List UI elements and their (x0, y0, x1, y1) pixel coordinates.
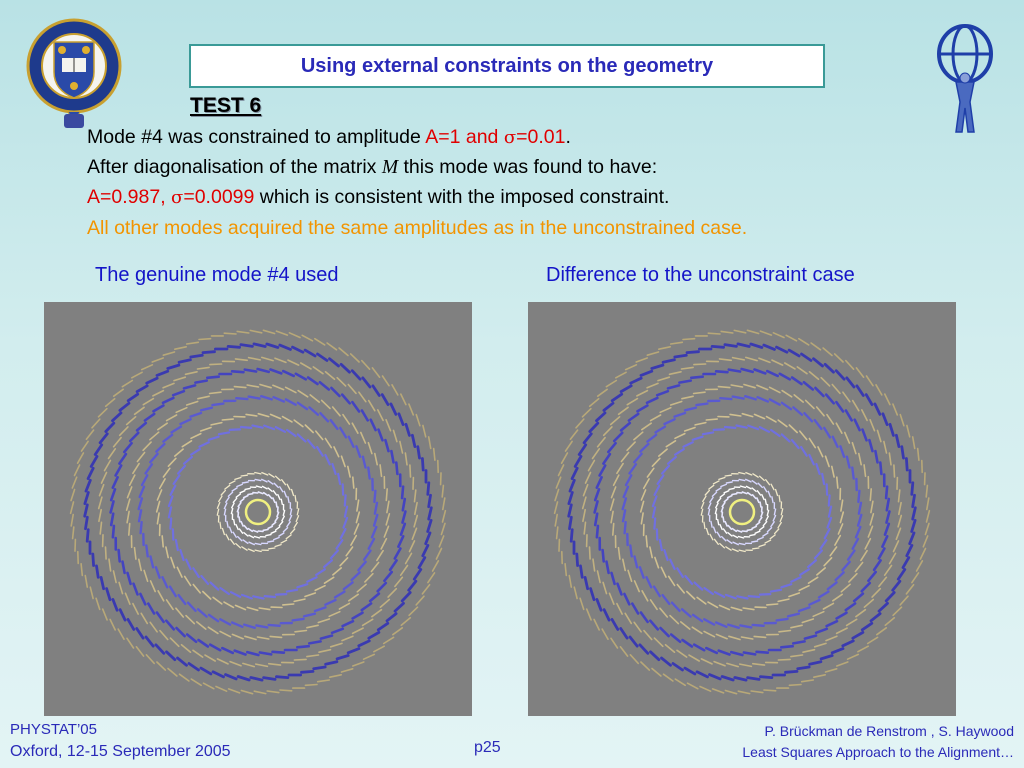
line2-text: After diagonalisation of the matrix (87, 156, 382, 178)
text-line-3 (87, 186, 669, 209)
atlas-logo-icon (934, 20, 996, 136)
text-line-4: All other modes acquired the same amplitudes as in the unconstrained case. (87, 217, 748, 239)
oxford-crest-icon (24, 14, 124, 134)
footer-authors: P. Brückman de Renstrom , S. Haywood (764, 723, 1014, 739)
line3-text: which is consistent with the imposed constraint. (254, 186, 670, 208)
left-detector-image (44, 302, 472, 716)
matrix-symbol: M (381, 157, 399, 178)
line3-amplitude: A=0.987, (87, 186, 172, 208)
slide-title: Using external constraints on the geometry (189, 44, 825, 88)
sigma-symbol: σ (503, 127, 517, 148)
footer-conference: PHYSTAT’05 (10, 721, 97, 738)
text-line-1 (87, 126, 571, 149)
line1-amplitude: A=1 and (425, 126, 504, 148)
line3-sigma-value: =0.0099 (183, 186, 255, 208)
test-heading: TEST 6 (190, 94, 262, 117)
line1-sigma-value: =0.01 (516, 126, 566, 148)
footer-place: Oxford, 12-15 September 2005 (10, 743, 231, 760)
text-line-2 (87, 156, 657, 179)
sigma-symbol: σ (171, 187, 184, 208)
right-detector-image (528, 302, 956, 716)
line2-text-end: this mode was found to have: (398, 156, 658, 178)
line1-text: Mode #4 was constrained to amplitude (87, 126, 426, 148)
right-caption: Difference to the unconstraint case (546, 264, 855, 286)
line1-period: . (565, 126, 571, 148)
footer-talk: Least Squares Approach to the Alignment… (742, 744, 1014, 760)
page-number: p25 (474, 739, 501, 756)
left-caption: The genuine mode #4 used (95, 264, 339, 286)
